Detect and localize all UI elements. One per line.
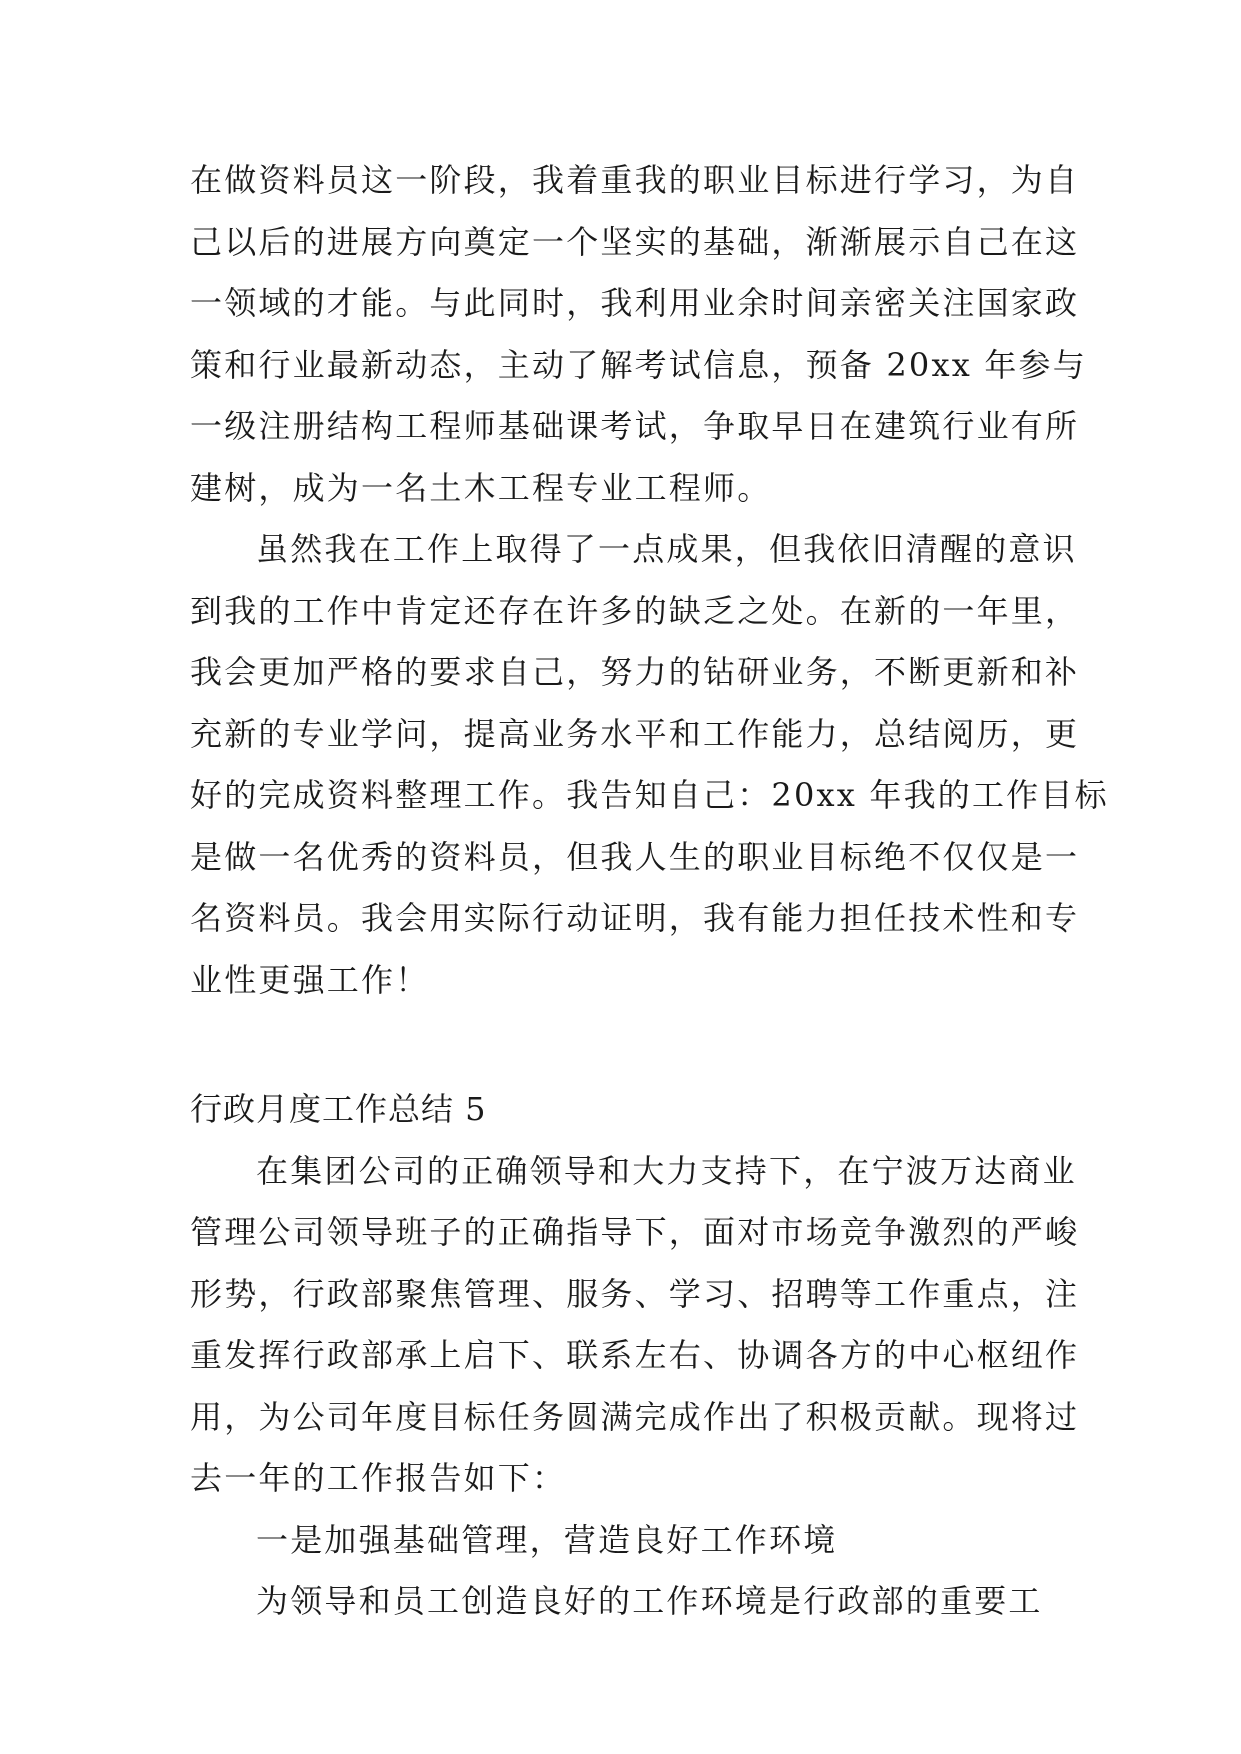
text-line: 己以后的进展方向奠定一个坚实的基础，渐渐展示自己在这 bbox=[190, 222, 1080, 261]
text-line: 在做资料员这一阶段，我着重我的职业目标进行学习，为自 bbox=[190, 161, 1080, 199]
text-line: 形势，行政部聚焦管理、服务、学习、招聘等工作重点，注 bbox=[190, 1274, 1080, 1313]
paragraph-3 bbox=[190, 1141, 1080, 1510]
paragraph-4 bbox=[190, 1571, 1050, 1633]
text-line: 用，为公司年度目标任务圆满完成作出了积极贡献。现将过 bbox=[190, 1397, 1080, 1436]
text-line: 是做一名优秀的资料员，但我人生的职业目标绝不仅仅是一 bbox=[190, 837, 1080, 876]
text-line: 在集团公司的正确领导和大力支持下，在宁波万达商业 bbox=[256, 1151, 1077, 1190]
text-line: 到我的工作中肯定还存在许多的缺乏之处。在新的一年里， bbox=[190, 591, 1080, 630]
text-line: 建树，成为一名土木工程专业工程师。 bbox=[190, 468, 772, 507]
text-line: 业性更强工作！ bbox=[190, 960, 430, 999]
text-line: 重发挥行政部承上启下、联系左右、协调各方的中心枢纽作 bbox=[190, 1336, 1080, 1374]
paragraph-1 bbox=[190, 150, 1087, 519]
text-line: 充新的专业学问，提高业务水平和工作能力，总结阅历，更 bbox=[190, 714, 1080, 753]
document-page bbox=[190, 150, 1109, 1633]
section-gap bbox=[190, 1011, 1050, 1079]
text-line: 一级注册结构工程师基础课考试，争取早日在建筑行业有所 bbox=[190, 407, 1080, 445]
text-line: 去一年的工作报告如下： bbox=[190, 1459, 567, 1497]
paragraph-2 bbox=[190, 519, 1109, 1011]
text-line: 我会更加严格的要求自己，努力的钻研业务，不断更新和补 bbox=[190, 653, 1080, 691]
text-line: 策和行业最新动态，主动了解考试信息，预备 20xx 年参与 bbox=[190, 345, 1087, 384]
section-title: 行政月度工作总结 5 bbox=[190, 1090, 487, 1128]
text-line: 好的完成资料整理工作。我告知自己：20xx 年我的工作目标 bbox=[190, 776, 1109, 814]
text-line: 一领域的才能。与此同时，我利用业余时间亲密关注国家政 bbox=[190, 284, 1080, 322]
subheading: 一是加强基础管理，营造良好工作环境 bbox=[256, 1520, 838, 1559]
text-line: 管理公司领导班子的正确指导下，面对市场竞争激烈的严峻 bbox=[190, 1213, 1080, 1251]
text-line: 名资料员。我会用实际行动证明，我有能力担任技术性和专 bbox=[190, 899, 1080, 937]
text-line: 虽然我在工作上取得了一点成果，但我依旧清醒的意识 bbox=[256, 530, 1077, 568]
text-line: 为领导和员工创造良好的工作环境是行政部的重要工 bbox=[256, 1582, 1043, 1620]
